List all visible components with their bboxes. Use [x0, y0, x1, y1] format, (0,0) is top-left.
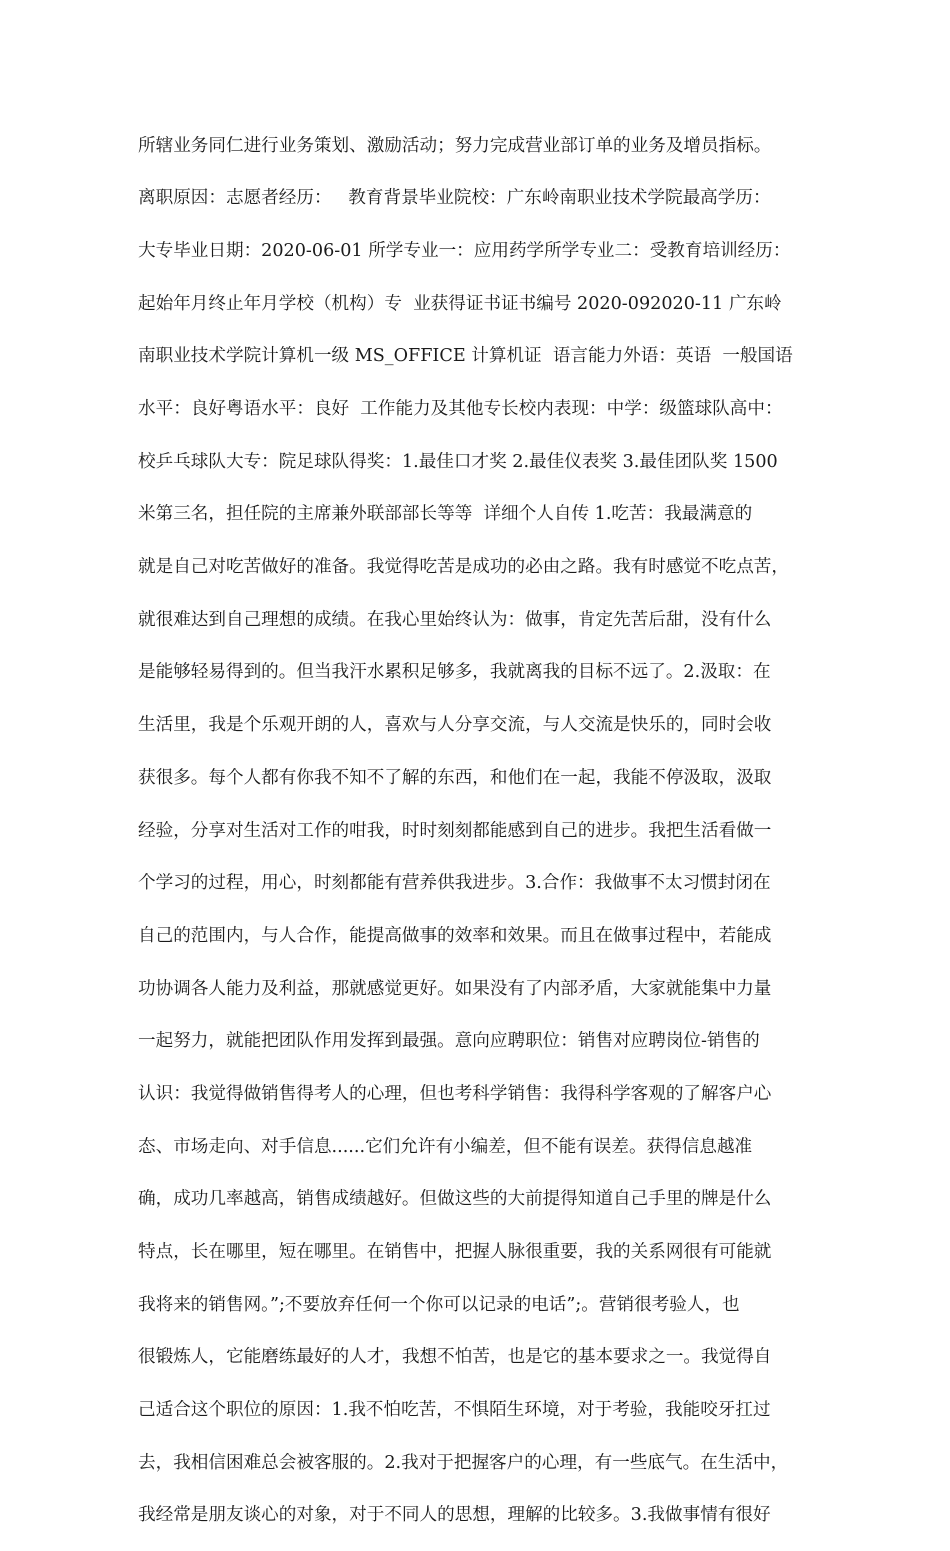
text-line: 校乒乓球队大专：院足球队得奖：1.最佳口才奖 2.最佳仪表奖 3.最佳团队奖 1500 — [138, 451, 778, 472]
text-line: 个学习的过程，用心，时刻都能有营养供我进步。3.合作：我做事不太习惯封闭在 — [138, 873, 771, 894]
text-line: 去，我相信困难总会被客服的。2.我对于把握客户的心理，有一些底气。在生活中， — [138, 1452, 789, 1473]
text-line: 米第三名，担任院的主席兼外联部部长等等 详细个人自传 1.吃苦：我最满意的 — [138, 504, 753, 525]
text-line: 一起努力，就能把团队作用发挥到最强。意向应聘职位：销售对应聘岗位-销售的 — [138, 1031, 760, 1052]
text-line: 经验，分享对生活对工作的咁我，时时刻刻都能感到自己的进步。我把生活看做一 — [138, 820, 772, 841]
text-line: 生活里，我是个乐观开朗的人，喜欢与人分享交流，与人交流是快乐的，同时会收 — [138, 715, 772, 736]
text-line: 确，成功几率越高，销售成绩越好。但做这些的大前提得知道自己手里的牌是什么 — [138, 1189, 772, 1210]
text-line: 离职原因：志愿者经历： 教育背景毕业院校：广东岭南职业技术学院最高学历： — [138, 188, 771, 209]
text-line: 水平：良好粤语水平：良好 工作能力及其他专长校内表现：中学：级篮球队高中： — [138, 399, 783, 420]
text-line: 我将来的销售网。”;不要放弃任何一个你可以记录的电话”;。营销很考验人，也 — [138, 1294, 740, 1315]
text-line: 功协调各人能力及利益，那就感觉更好。如果没有了内部矛盾，大家就能集中力量 — [138, 978, 772, 999]
text-line: 认识：我觉得做销售得考人的心理，但也考科学销售：我得科学客观的了解客户心 — [138, 1083, 772, 1104]
text-line: 就是自己对吃苦做好的准备。我觉得吃苦是成功的必由之路。我有时感觉不吃点苦， — [138, 557, 789, 578]
text-line: 获很多。每个人都有你我不知不了解的东西，和他们在一起，我能不停汲取，汲取 — [138, 767, 772, 788]
text-line: 是能够轻易得到的。但当我汗水累积足够多，我就离我的目标不远了。2.汲取：在 — [138, 662, 771, 683]
text-line: 很锻炼人，它能磨练最好的人才，我想不怕苦，也是它的基本要求之一。我觉得自 — [138, 1347, 772, 1368]
text-line: 己适合这个职位的原因：1.我不怕吃苦，不惧陌生环境，对于考验，我能咬牙扛过 — [138, 1400, 771, 1421]
text-line: 就很难达到自己理想的成绩。在我心里始终认为：做事，肯定先苦后甜，没有什么 — [138, 609, 772, 630]
body-text — [138, 111, 828, 1551]
text-line: 我经常是朋友谈心的对象，对于不同人的思想，理解的比较多。3.我做事情有很好 — [138, 1505, 771, 1526]
text-line: 自己的范围内，与人合作，能提高做事的效率和效果。而且在做事过程中，若能成 — [138, 925, 772, 946]
text-line: 南职业技术学院计算机一级 MS_OFFICE 计算机证 语言能力外语：英语 一般国语 — [138, 346, 793, 367]
text-line: 大专毕业日期：2020-06-01 所学专业一：应用药学所学专业二：受教育培训经历： — [138, 240, 791, 261]
text-line: 起始年月终止年月学校（机构）专 业获得证书证书编号 2020-092020-11 广东岭 — [138, 293, 782, 314]
text-line: 特点，长在哪里，短在哪里。在销售中，把握人脉很重要，我的关系网很有可能就 — [138, 1242, 772, 1263]
text-line: 所辖业务同仁进行业务策划、激励活动；努力完成营业部订单的业务及增员指标。 — [138, 135, 772, 156]
text-line: 态、市场走向、对手信息......它们允许有小编差，但不能有误差。获得信息越准 — [138, 1136, 753, 1157]
